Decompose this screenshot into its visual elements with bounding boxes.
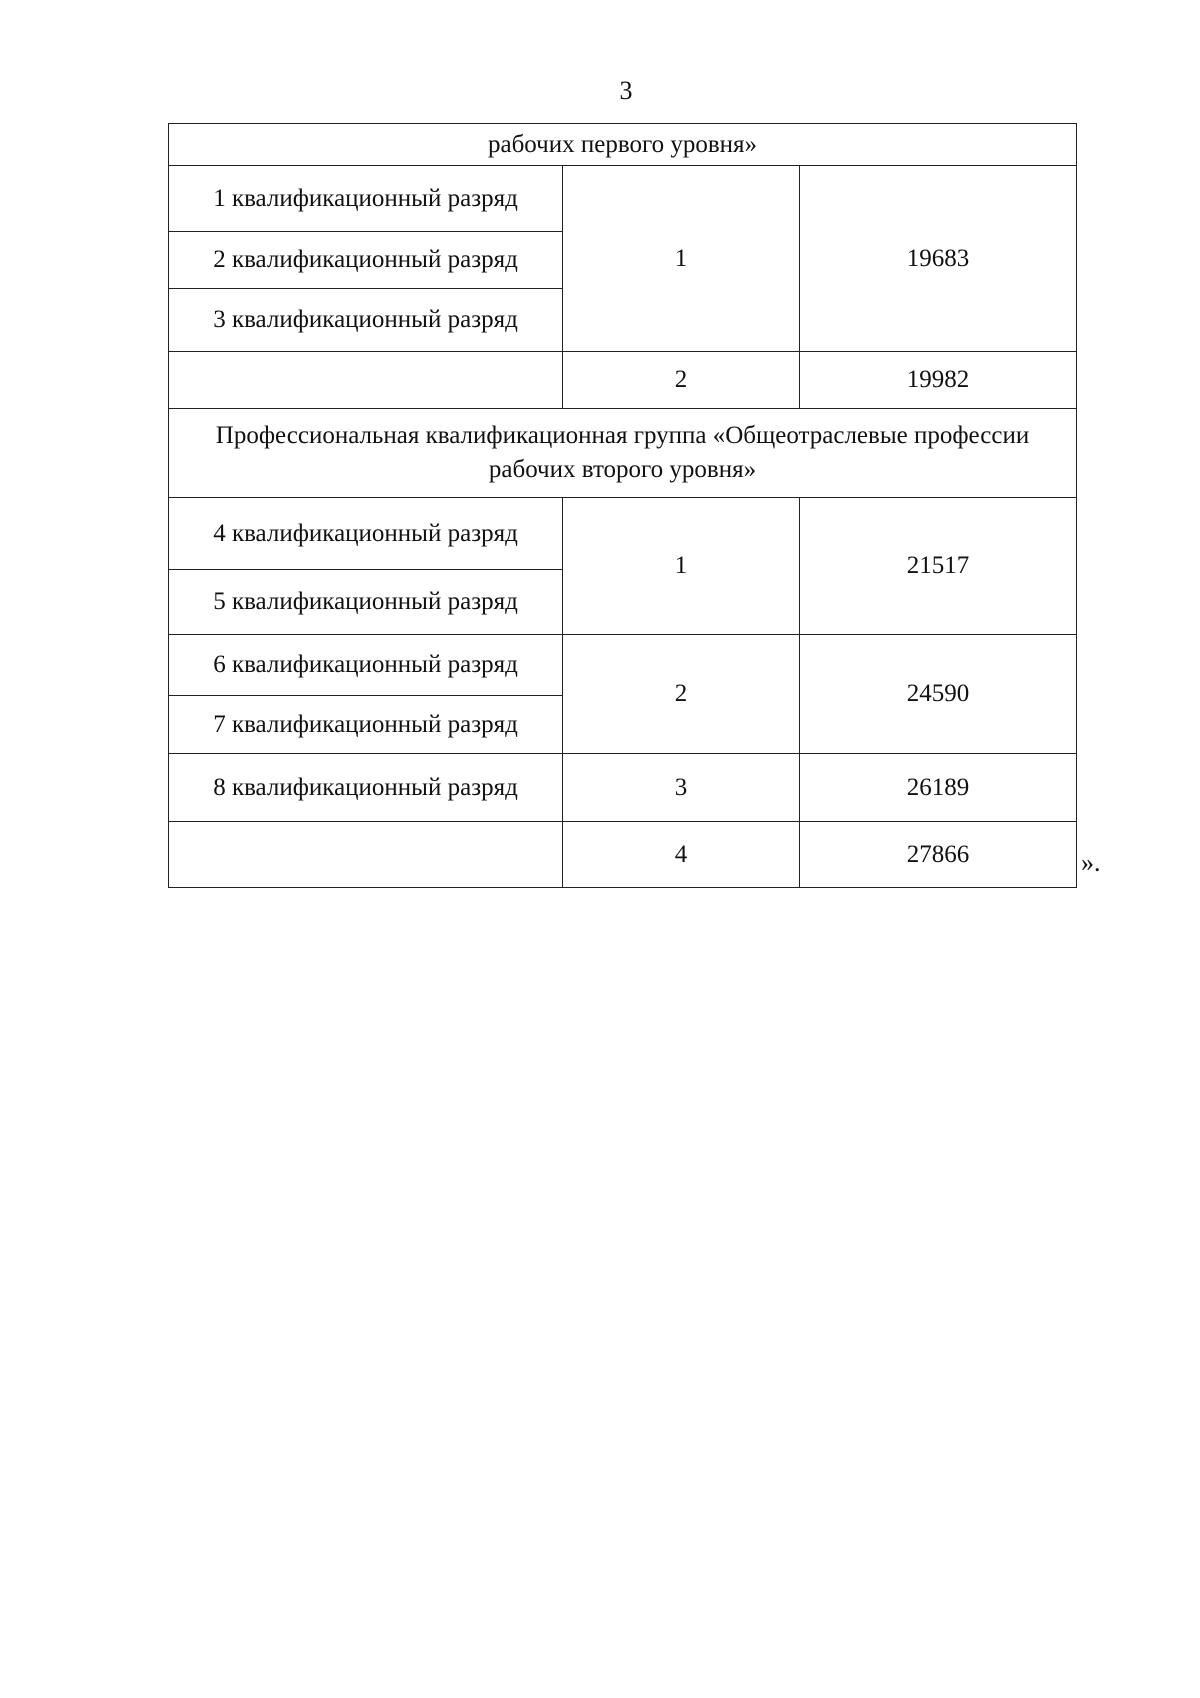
salary-table: [168, 123, 1077, 888]
level-cell: 4: [563, 822, 800, 888]
level-cell: 2: [563, 352, 800, 409]
grade-cell: 7 квалификационный разряд: [169, 696, 563, 754]
level-cell: 3: [563, 754, 800, 822]
table-row: [169, 166, 1077, 232]
grade-cell: 8 квалификационный разряд: [169, 754, 563, 822]
closing-quote: ».: [1081, 848, 1101, 877]
salary-cell: 27866: [800, 822, 1077, 888]
salary-cell: 19683: [800, 166, 1077, 352]
table-row: [169, 635, 1077, 696]
grade-cell: 2 квалификационный разряд: [169, 232, 563, 289]
level-cell: 2: [563, 635, 800, 754]
table-row: [169, 124, 1077, 166]
grade-cell: 3 квалификационный разряд: [169, 289, 563, 352]
table-row: [169, 754, 1077, 822]
salary-cell: 21517: [800, 498, 1077, 635]
page-number: 3: [619, 76, 633, 105]
grade-cell: 5 квалификационный разряд: [169, 570, 563, 635]
table-row: [169, 409, 1077, 498]
level-cell: 1: [563, 166, 800, 352]
grade-cell: 4 квалификационный разряд: [169, 498, 563, 570]
grade-cell: [169, 822, 563, 888]
salary-cell: 19982: [800, 352, 1077, 409]
table-row: [169, 822, 1077, 888]
group-title: Профессиональная квалификационная группа «Общеотраслевые профессии рабочих второго уровня»: [169, 409, 1077, 498]
group-title-continued: рабочих первого уровня»: [169, 124, 1077, 166]
table-row: [169, 352, 1077, 409]
grade-cell: [169, 352, 563, 409]
grade-cell: 6 квалификационный разряд: [169, 635, 563, 696]
salary-cell: 24590: [800, 635, 1077, 754]
level-cell: 1: [563, 498, 800, 635]
grade-cell: 1 квалификационный разряд: [169, 166, 563, 232]
table-row: [169, 498, 1077, 570]
salary-cell: 26189: [800, 754, 1077, 822]
